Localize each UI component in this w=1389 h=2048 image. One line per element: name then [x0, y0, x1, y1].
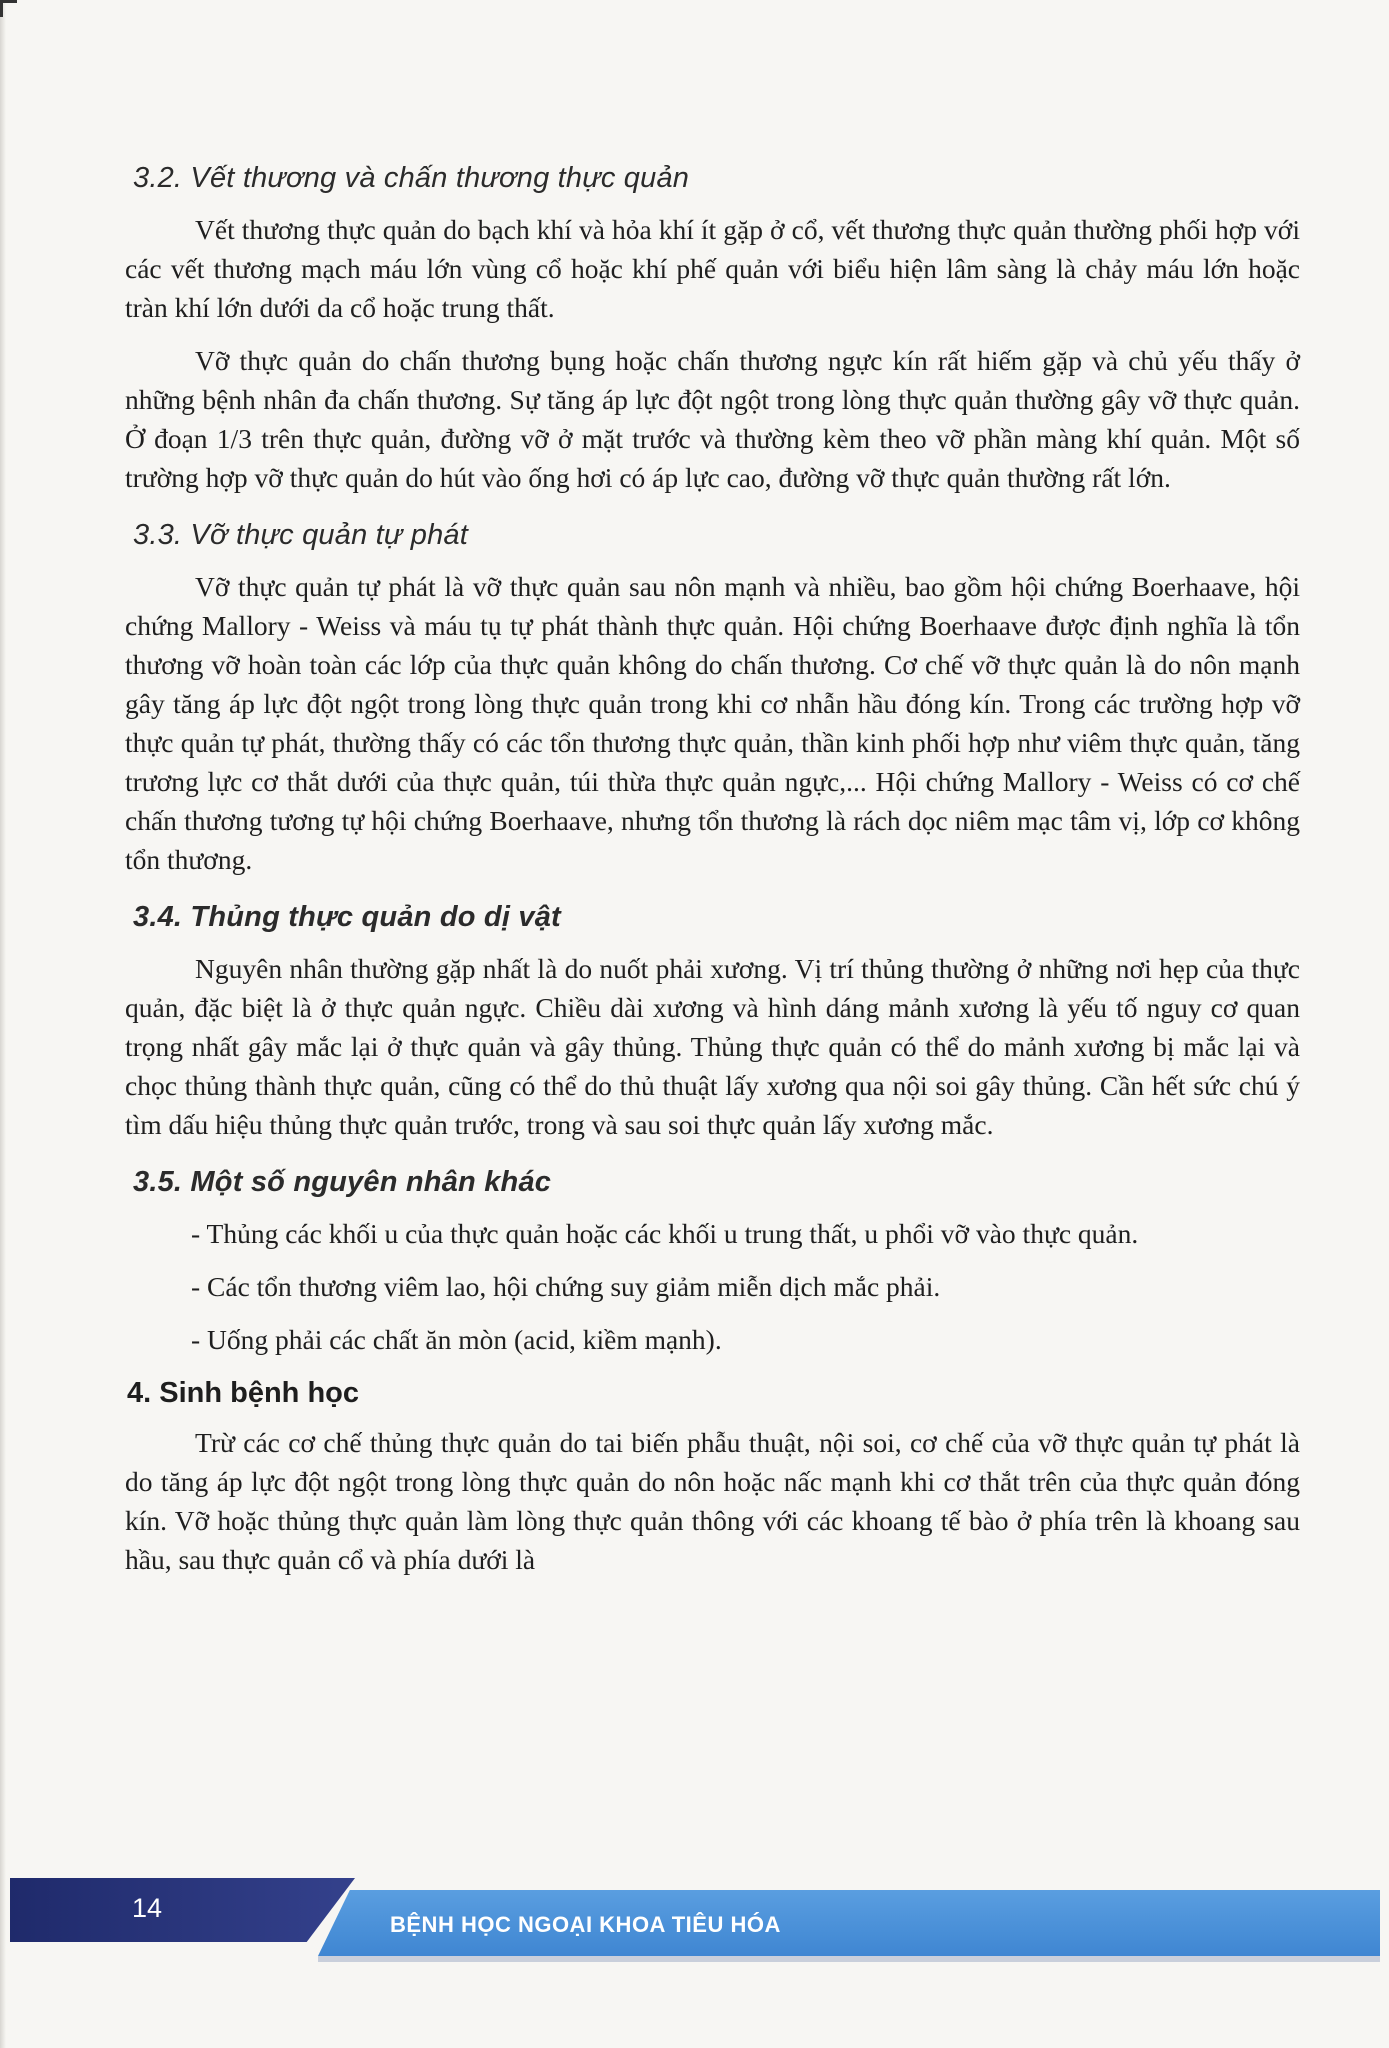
heading-3-2: 3.2. Vết thương và chấn thương thực quản	[133, 162, 690, 194]
page-content	[125, 160, 1300, 1593]
heading-3-3: 3.3. Vỡ thực quản tự phát	[133, 519, 468, 551]
list-item: - Uống phải các chất ăn mòn (acid, kiềm mạnh).	[191, 1324, 722, 1355]
paragraph: Vỡ thực quản tự phát là vỡ thực quản sau nôn mạnh và nhiều, bao gồm hội chứng Boerhaave, hội chứng Mallory - Weiss và máu tụ tự phát thành thực quản. Hội chứng Boerhaave được định nghĩa là tổn thương vỡ hoàn toàn các lớp của thực quản không do chấn thương. Cơ chế vỡ thực quản là do nôn mạnh gây tăng áp lực đột ngột trong lòng thực quản trong khi cơ nhẫn hầu đóng kín. Trong các trường hợp vỡ thực quản tự phát, thường thấy có các tổn thương thực quản, thần kinh phối hợp như viêm thực quản, tăng trương lực cơ thắt dưới của thực quản, túi thừa thực quản ngực,... Hội chứng Mallory - Weiss có cơ chế chấn thương tương tự hội chứng Boerhaave, nhưng tổn thương là rách dọc niêm mạc tâm vị, lớp cơ không tổn thương.	[125, 571, 1300, 875]
crop-mark	[0, 0, 17, 17]
heading-3-4: 3.4. Thủng thực quản do dị vật	[133, 901, 561, 933]
list-item: - Thủng các khối u của thực quản hoặc các khối u trung thất, u phổi vỡ vào thực quản.	[191, 1218, 1139, 1249]
book-title: BỆNH HỌC NGOẠI KHOA TIÊU HÓA	[390, 1912, 781, 1937]
causes-list	[125, 1214, 1300, 1359]
heading-3-5: 3.5. Một số nguyên nhân khác	[133, 1166, 552, 1198]
heading-4: 4. Sinh bệnh học	[127, 1377, 360, 1409]
list-item: - Các tổn thương viêm lao, hội chứng suy giảm miễn dịch mắc phải.	[191, 1271, 941, 1302]
footer-page-tab	[10, 1878, 355, 1942]
paragraph: Nguyên nhân thường gặp nhất là do nuốt phải xương. Vị trí thủng thường ở những nơi hẹp của thực quản, đặc biệt là ở thực quản ngực. Chiều dài xương và hình dáng mảnh xương là yếu tố nguy cơ quan trọng nhất gây mắc lại ở thực quản và gây thủng. Thủng thực quản có thể do mảnh xương bị mắc lại và chọc thủng thành thực quản, cũng có thể do thủ thuật lấy xương qua nội soi gây thủng. Cần hết sức chú ý tìm dấu hiệu thủng thực quản trước, trong và sau soi thực quản lấy xương mắc.	[125, 953, 1300, 1140]
page-number: 14	[132, 1893, 163, 1923]
paragraph: Trừ các cơ chế thủng thực quản do tai biến phẫu thuật, nội soi, cơ chế của vỡ thực quản tự phát là do tăng áp lực đột ngột trong lòng thực quản do nôn hoặc nấc mạnh khi cơ thắt trên của thực quản đóng kín. Vỡ hoặc thủng thực quản làm lòng thực quản thông với các khoang tế bào ở phía trên là khoang sau hầu, sau thực quản cổ và phía dưới là	[125, 1427, 1300, 1575]
paragraph: Vết thương thực quản do bạch khí và hỏa khí ít gặp ở cổ, vết thương thực quản thường phối hợp với các vết thương mạch máu lớn vùng cổ hoặc khí phế quản với biểu hiện lâm sàng là chảy máu lớn hoặc tràn khí lớn dưới da cổ hoặc trung thất.	[125, 214, 1300, 323]
footer-shadow	[318, 1956, 1380, 1962]
page-edge	[0, 0, 6, 2048]
paragraph: Vỡ thực quản do chấn thương bụng hoặc chấn thương ngực kín rất hiếm gặp và chủ yếu thấy ở những bệnh nhân đa chấn thương. Sự tăng áp lực đột ngột trong lòng thực quản thường gây vỡ thực quản. Ở đoạn 1/3 trên thực quản, đường vỡ ở mặt trước và thường kèm theo vỡ phần màng khí quản. Một số trường hợp vỡ thực quản do hút vào ống hơi có áp lực cao, đường vỡ thực quản thường rất lớn.	[125, 345, 1300, 493]
